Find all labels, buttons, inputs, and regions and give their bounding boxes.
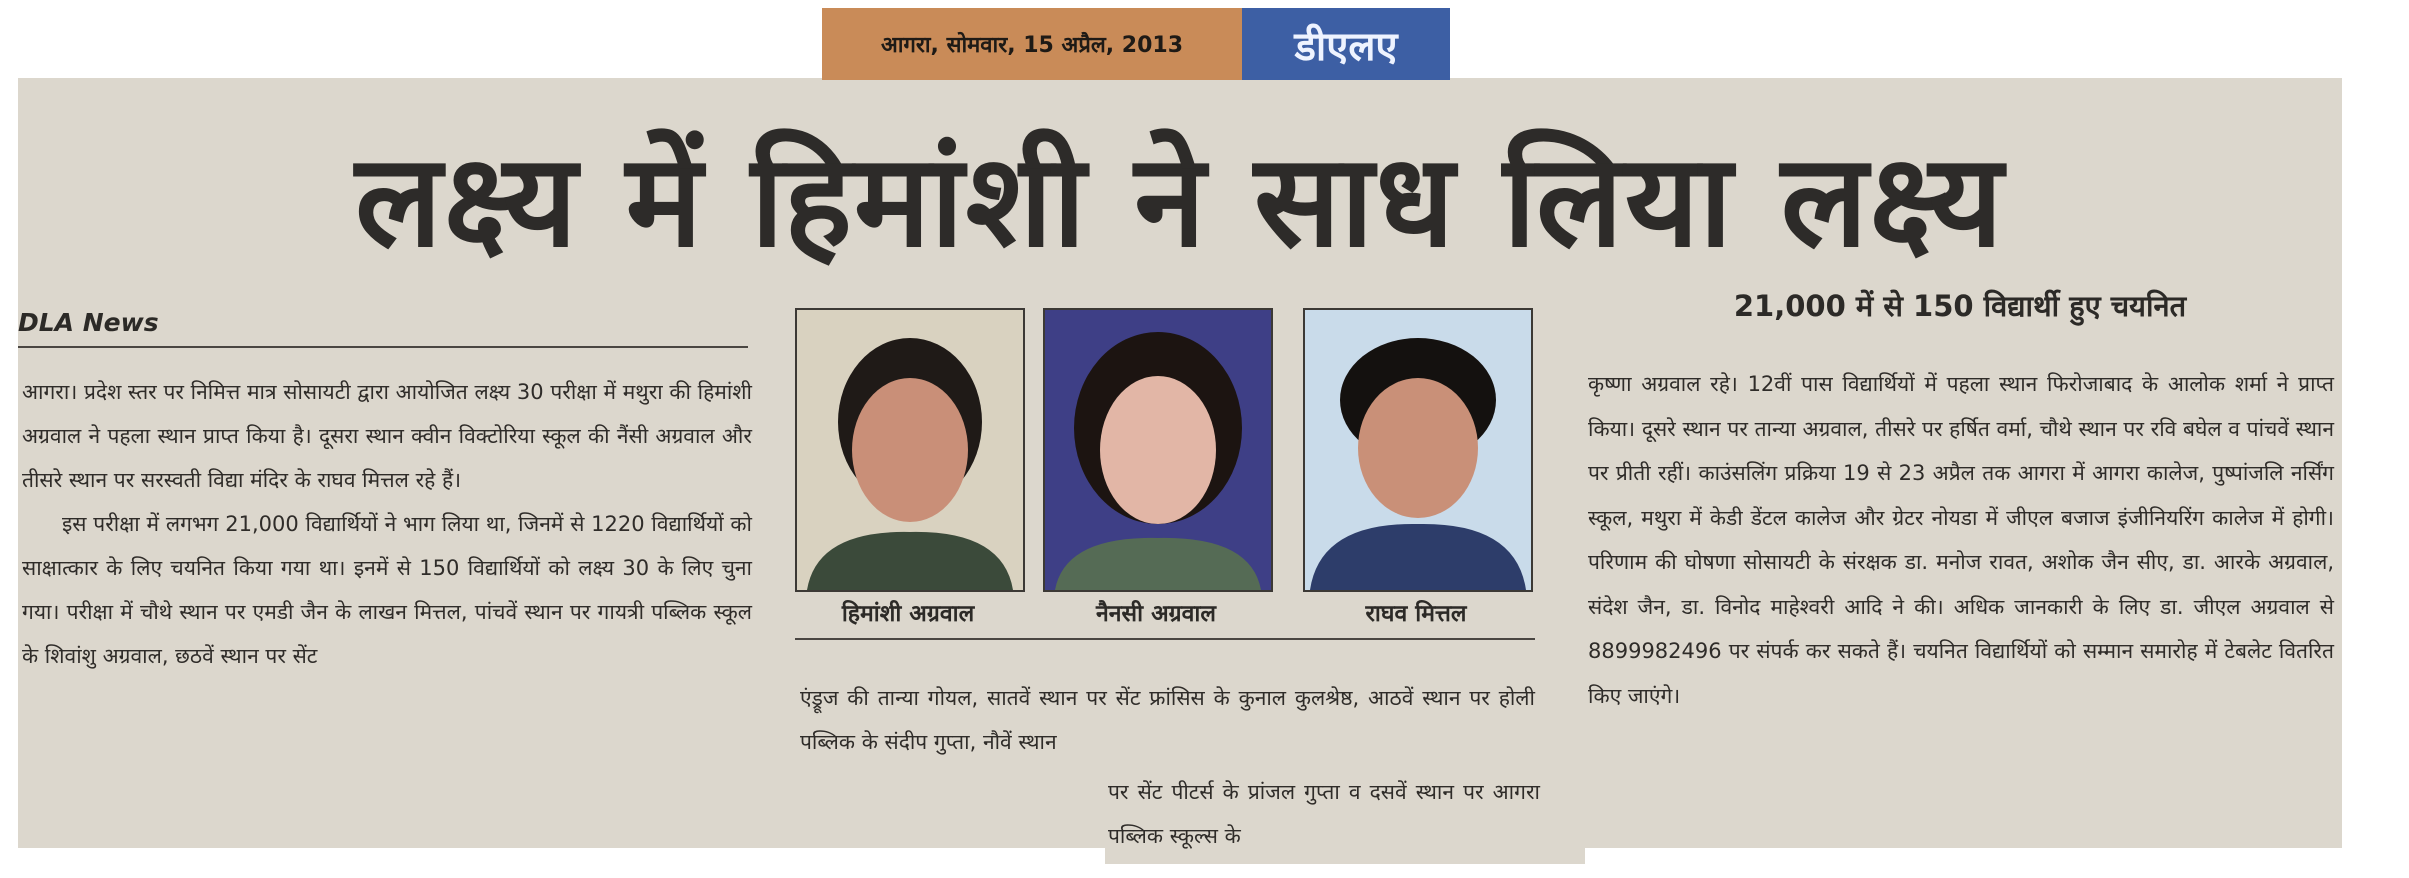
portrait-image [1305, 310, 1531, 590]
portrait-image [797, 310, 1023, 590]
portrait-image [1045, 310, 1271, 590]
caption-rule [795, 638, 1535, 640]
source-tag-rule [18, 346, 748, 348]
left-column [22, 370, 752, 770]
face-shape [852, 378, 968, 522]
source-tag: DLA News [18, 308, 159, 337]
subheadline: 21,000 में से 150 विद्यार्थी हुए चयनित [1733, 289, 2187, 323]
dateline: आगरा, सोमवार, 15 अप्रैल, 2013 [822, 8, 1242, 80]
left-paragraph-1: आगरा। प्रदेश स्तर पर निमित्त मात्र सोसायटी द्वारा आयोजित लक्ष्य 30 परीक्षा में मथुरा की हिमांशी अग्रवाल ने पहला स्थान प्राप्त किया है। दूसरा स्थान क्वीन विक्टोरिया स्कूल की नैंसी अग्रवाल और तीसरे स्थान पर सरस्वती विद्या मंदिर के राघव मित्तल रहे हैं। [22, 380, 752, 492]
photo-himanshi [795, 308, 1025, 592]
middle-column-continuation: पर सेंट पीटर्स के प्रांजल गुप्ता व दसवें स्थान पर आगरा पब्लिक स्कूल्स के [1108, 780, 1540, 848]
caption-himanshi: हिमांशी अग्रवाल [841, 601, 975, 627]
left-paragraph-2: इस परीक्षा में लगभग 21,000 विद्यार्थियों ने भाग लिया था, जिनमें से 1220 विद्यार्थियों को साक्षात्कार के लिए चयनित किया गया था। इनमें से 150 विद्यार्थियों को लक्ष्य 30 के लिए चुना गया। परीक्षा में चौथे स्थान पर एमडी जैन के लाखन मित्तल, पांचवें स्थान पर गायत्री पब्लिक स्कूल के शिवांशु अग्रवाल, छठवें स्थान पर सेंट [22, 512, 752, 668]
middle-column: एंड्रूज की तान्या गोयल, सातवें स्थान पर सेंट फ्रांसिस के कुनाल कुलश्रेष्ठ, आठवें स्थान पर होली पब्लिक के संदीप गुप्ता, नौवें स्थान [800, 686, 1535, 754]
newspaper-brand: डीएलए [1242, 8, 1450, 80]
photo-raghav [1303, 308, 1533, 592]
caption-raghav: राघव मित्तल [1365, 601, 1467, 627]
headline: लक्ष्य में हिमांशी ने साध लिया लक्ष्य [355, 126, 2005, 276]
right-column: कृष्णा अग्रवाल रहे। 12वीं पास विद्यार्थियों में पहला स्थान फिरोजाबाद के आलोक शर्मा ने प्राप्त किया। दूसरे स्थान पर तान्या अग्रवाल, तीसरे पर हर्षित वर्मा, चौथे स्थान पर रवि बघेल व पांचवें स्थान पर प्रीती रहीं। काउंसलिंग प्रक्रिया 19 से 23 अप्रैल तक आगरा में आगरा कालेज, पुष्पांजलि नर्सिंग स्कूल, मथुरा में केडी डेंटल कालेज और ग्रेटर नोयडा में जीएल बजाज इंजीनियरिंग कालेज में होगी। परिणाम की घोषणा सोसायटी के संरक्षक डा. मनोज रावत, अशोक जैन सीए, डा. आरके अग्रवाल, संदेश जैन, डा. विनोद माहेश्वरी आदि ने की। अधिक जानकारी के लिए डा. जीएल अग्रवाल से 8899982496 पर संपर्क कर सकते हैं। चयनित विद्यार्थियों को सम्मान समारोह में टेबलेट वितरित किए जाएंगे। [1588, 372, 2334, 708]
face-shape [1100, 376, 1216, 524]
caption-nancy: नैनसी अग्रवाल [1096, 601, 1216, 627]
photo-nancy [1043, 308, 1273, 592]
face-shape [1358, 378, 1478, 518]
